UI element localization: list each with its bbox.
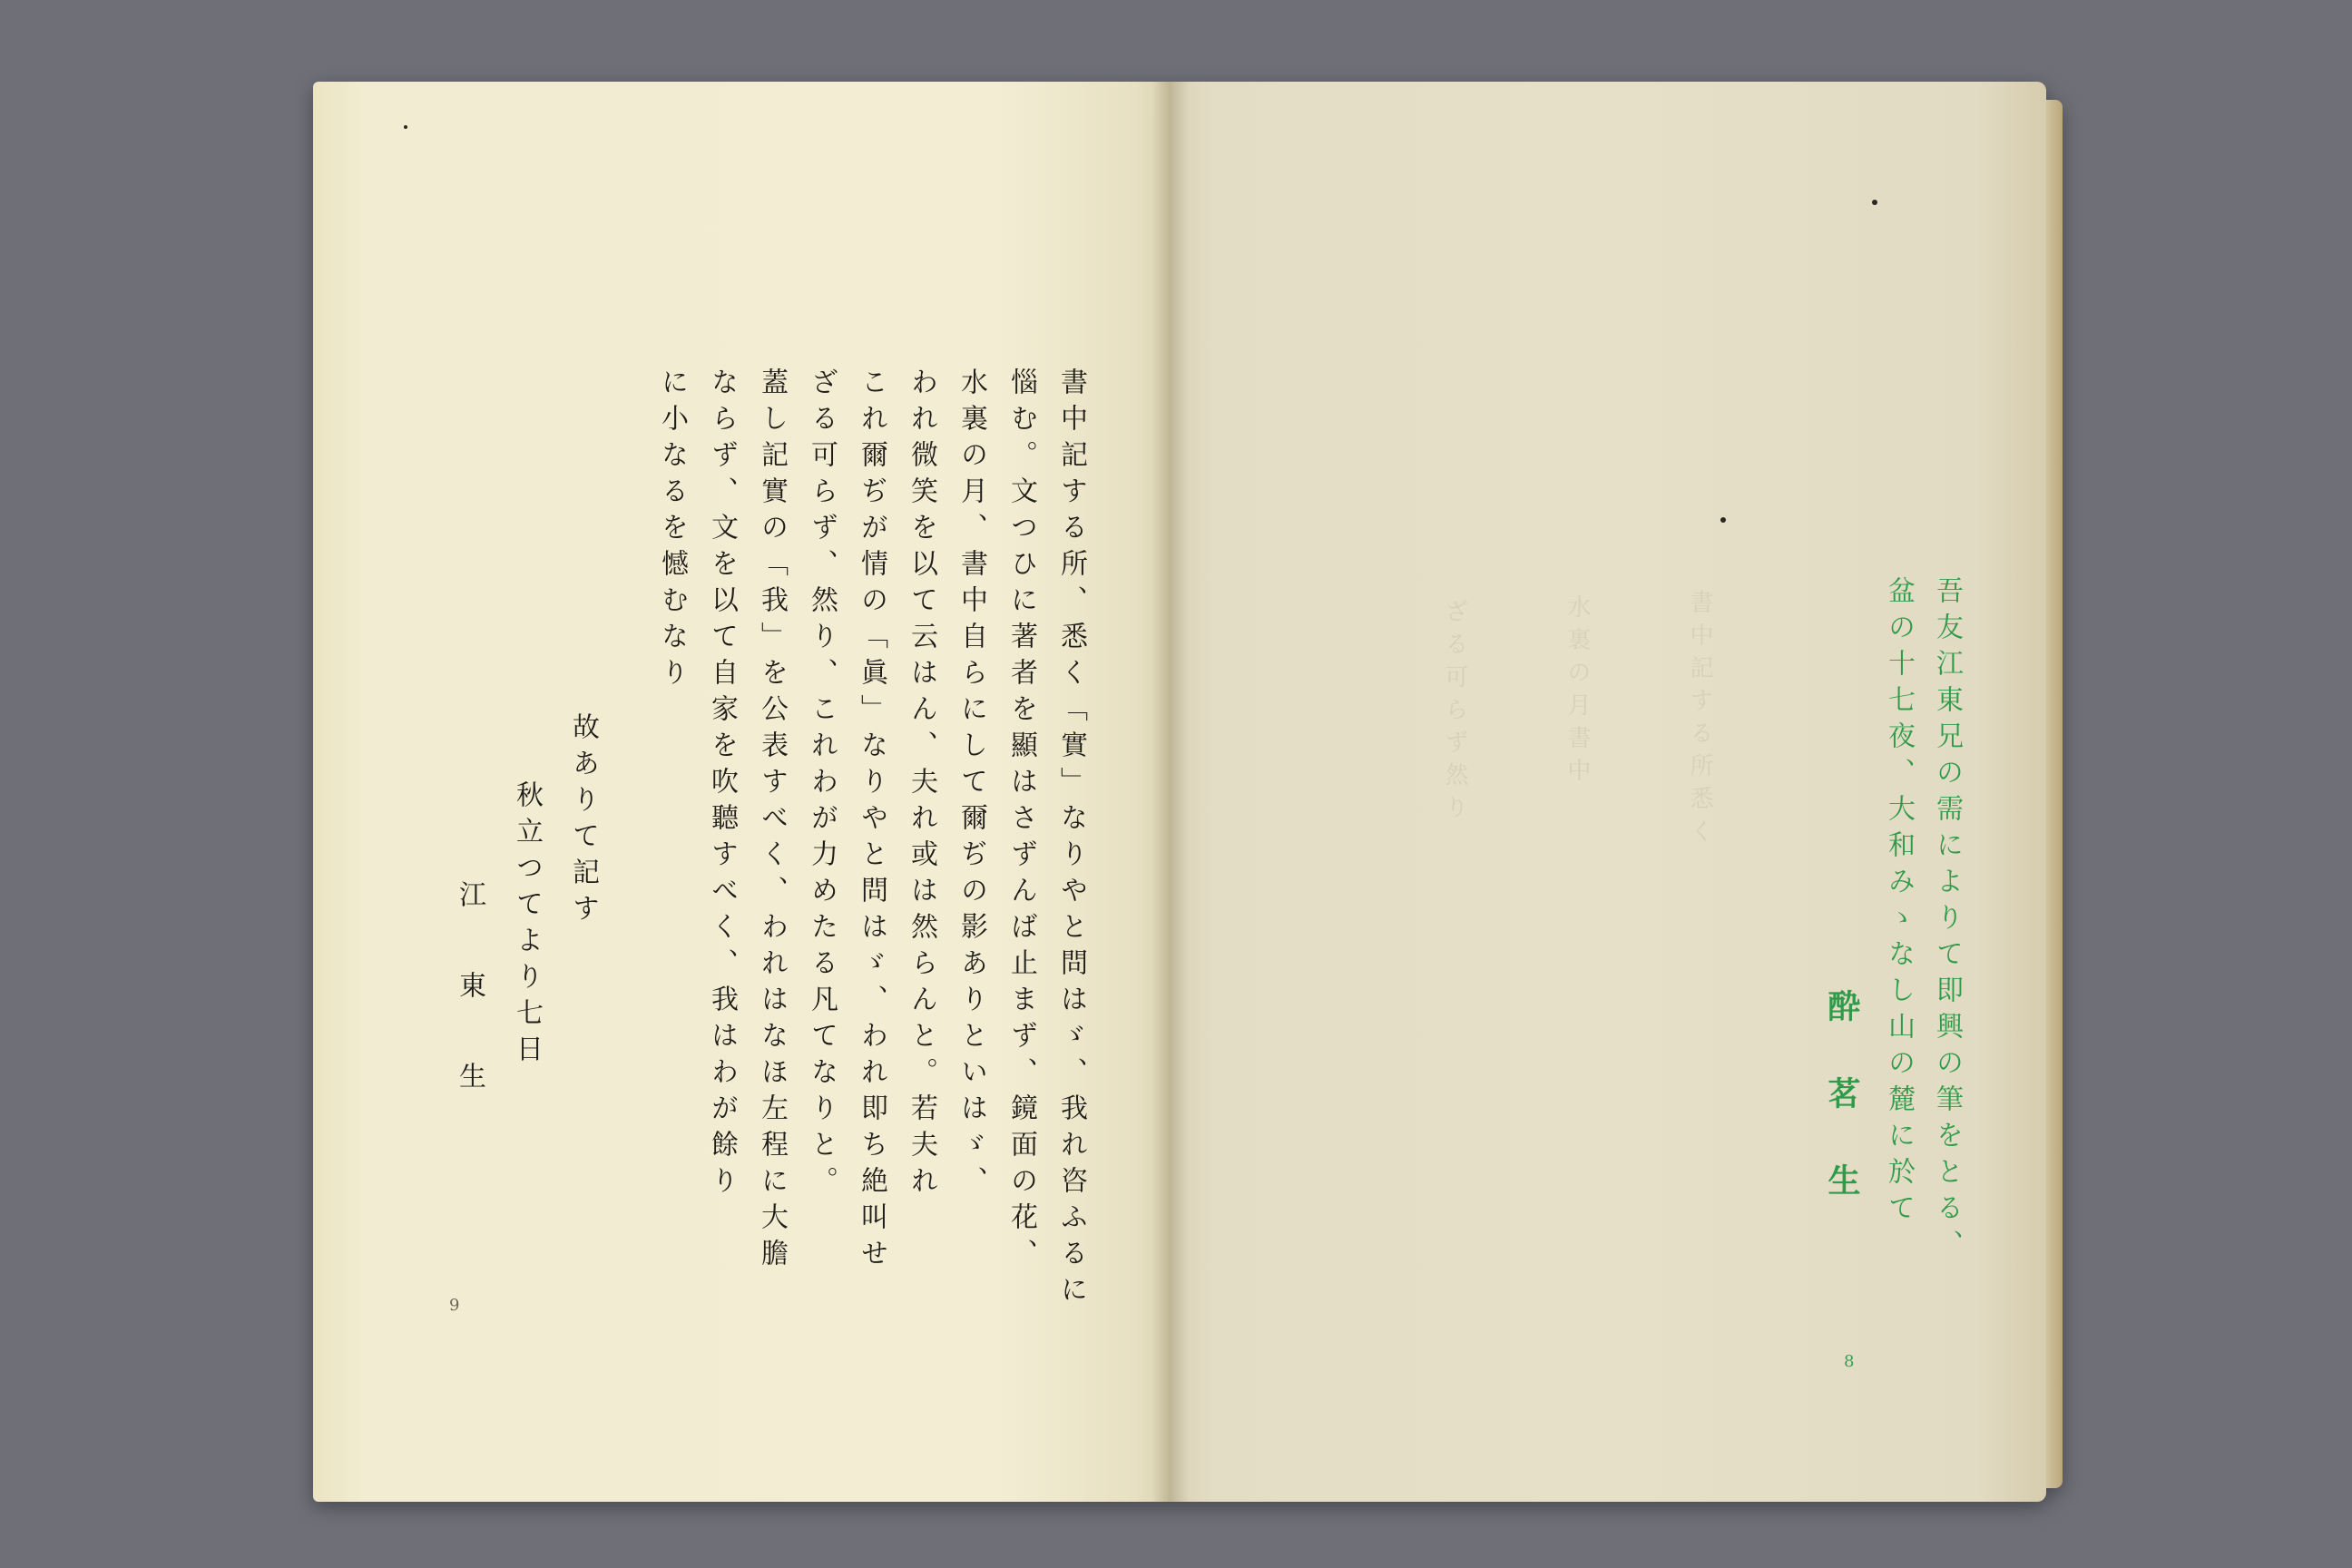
- open-book: [313, 82, 2046, 1502]
- show-through-text: 書中記する所悉く: [1686, 590, 1713, 851]
- show-through-text: 水裏の月書中: [1563, 594, 1591, 790]
- poet-signature: 酔茗生: [1823, 989, 1861, 1250]
- page-number-left: 9: [449, 1296, 460, 1315]
- closing-line-1: 故ありて記す: [567, 712, 599, 930]
- paper-speck: [404, 125, 407, 129]
- body-column-1: 書中記する所、悉く「實」なりやと問はゞ、我れ咨ふるに: [1055, 368, 1087, 1311]
- left-page: [313, 82, 1171, 1502]
- inscription-line-2: 盆の十七夜、大和みゝなし山の麓に於て: [1883, 576, 1915, 1230]
- author-signature: 江東生: [454, 880, 485, 1152]
- inscription-line-1: 吾友江東兄の需によりて即興の筆をとる、: [1931, 576, 1963, 1266]
- body-column-4: われ微笑を以て云はん、夫れ或は然らんと。若夫れ: [906, 368, 937, 1202]
- paper-speck: [1720, 517, 1726, 523]
- body-column-2: 惱む。文つひに著者を顯はさずんば止まず、鏡面の花、: [1005, 368, 1037, 1275]
- page-number-right: 8: [1844, 1352, 1855, 1371]
- body-column-5: これ爾ぢが情の「眞」なりやと問はゞ、われ即ち絶叫せ: [856, 368, 887, 1275]
- closing-line-2: 秋立つてより七日: [511, 780, 543, 1071]
- body-column-7: 蓋し記實の「我」を公表すべく、われはなほ左程に大膽: [756, 368, 788, 1275]
- page-edges: [2046, 100, 2063, 1488]
- body-column-8: ならず、文を以て自家を吹聽すべく、我はわが餘り: [706, 368, 738, 1202]
- body-column-6: ざる可らず、然り、これわが力めたる凡てなりと。: [806, 368, 838, 1202]
- body-column-9: に小なるを憾むなり: [656, 368, 688, 694]
- right-page: [1171, 82, 2046, 1502]
- show-through-text: ざる可らず然り: [1441, 599, 1468, 828]
- paper-speck: [1872, 200, 1877, 205]
- body-column-3: 水裏の月、書中自らにして爾ぢの影ありといはゞ、: [956, 368, 987, 1202]
